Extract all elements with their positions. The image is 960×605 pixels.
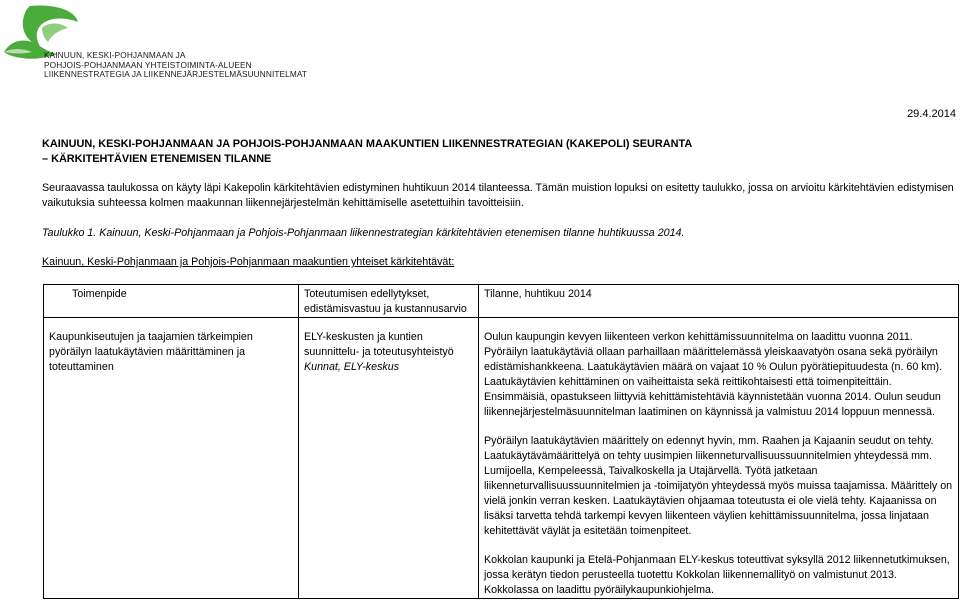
status-paragraph-laatukaytavat: Pyöräilyn laatukäytävien määrittely on edennyt hyvin, mm. Raahen ja Kajaanin seudut on tehty. Laatukäytävämäärittelyä on tehty uusimpien liikenneturvallisuussuunnitelmien yhteydessä mm. Lumijoella, Kempeleessä, Taivalkoskella ja Utajärvellä. Työtä jatketaan liikenneturvallisuussuunnitelmien ja -toimijatyön yhteydessä myös muissa taajamissa. Määrittely on vielä jonkin verran kesken. Laatukäytävien ohjaamaa toteutusta ei ole vielä tehty. Kajaanissa on lisäksi tarvetta tehdä tarkempi kevyen liikenteen väylien kehittämissuunnitelma, jossa linjataan kehitettävät väylät ja esitetään toimenpiteet. [484,435,953,537]
cell-prerequisites [299,318,479,599]
section-subheading: Kainuun, Keski-Pohjanmaan ja Pohjois-Pohjanmaan maakuntien yhteiset kärkitehtävät: [42,256,455,268]
header-toimenpide: Toimenpide [44,285,299,318]
organization-logo [0,0,308,85]
responsible-text: Kunnat, ELY-keskus [304,361,400,373]
title-line-1: KAINUUN, KESKI-POHJANMAAN JA POHJOIS-POHJANMAAN MAAKUNTIEN LIIKENNESTRATEGIAN (KAKEPOLI) SEURANTA [42,138,693,150]
status-paragraph-kokkola: Kokkolan kaupunki ja Etelä-Pohjanmaan ELY-keskus toteuttivat syksyllä 2012 liikennetutkimuksen, jossa kerätyn tiedon perusteella tuotettu Kokkolan liikennemallityö on valmistunut 2013. Kokkolassa on laadittu pyöräilykaupunkiohjelma. [484,554,950,596]
prerequisites-text: ELY-keskusten ja kuntien suunnittelu- ja toteutusyhteistyö [304,331,454,358]
header-edellytykset: Toteutumisen edellytykset, edistämisvastuu ja kustannusarvio [299,285,479,318]
header-tilanne: Tilanne, huhtikuu 2014 [479,285,959,318]
document-date: 29.4.2014 [907,108,956,120]
logo-line-1: KAINUUN, KESKI-POHJANMAAN JA [44,50,186,60]
cell-action: Kaupunkiseutujen ja taajamien tärkeimpien pyöräilyn laatukäytävien määrittäminen ja toteuttaminen [44,318,299,599]
logo-line-3: LIIKENNESTRATEGIA JA LIIKENNEJÄRJESTELMÄSUUNNITELMAT [44,69,308,80]
intro-paragraph: Seuraavassa taulukossa on käyty läpi Kakepolin kärkitehtävien edistyminen huhtikuun 2014 tilanteessa. Tämän muistion lopuksi on esitetty taulukko, jossa on arvioitu kärkitehtävien edistymisen vaikutuksia suhteessa kolmen maakunnan liikennejärjestelmän kehittämiselle asetettuihin tavoitteisiin. [42,182,954,209]
logo-text [44,51,307,80]
status-paragraph-oulu: Oulun kaupungin kevyen liikenteen verkon kehittämissuunnitelma on laadittu vuonna 2011. Pyöräilyn laatukäytäviä ollaan parhaillaan määrittelemässä yleiskaavatyön osana sekä pyöräilyn edistämishankkeena. Laatukäytävien määrä on vajaat 10 % Oulun pyörätiepituudesta (n. 60 km). Laatukäytävien kehittäminen on vaiheittaista sekä reittikohtaisesti että toimenpiteittäin. Ensimmäisiä, opastukseen liittyviä kehittämistehtäviä käynnistetään vuonna 2014. Oulun seudun liikennejärjestelmäsuunnitelman laatiminen on käynnissä ja valmistuu 2014 loppuun mennessä. [484,331,943,418]
title-line-2: – KÄRKITEHTÄVIEN ETENEMISEN TILANNE [42,153,272,165]
table-header-row [44,285,959,318]
cell-status [479,318,959,599]
table-caption: Taulukko 1. Kainuun, Keski-Pohjanmaan ja Pohjois-Pohjanmaan liikennestrategian kärkitehtävien etenemisen tilanne huhtikuussa 2014. [42,227,685,239]
table-row [44,318,959,599]
tasks-table [43,284,959,599]
logo-line-2: POHJOIS-POHJANMAAN YHTEISTOIMINTA-ALUEEN [44,59,252,70]
document-title [42,137,692,167]
